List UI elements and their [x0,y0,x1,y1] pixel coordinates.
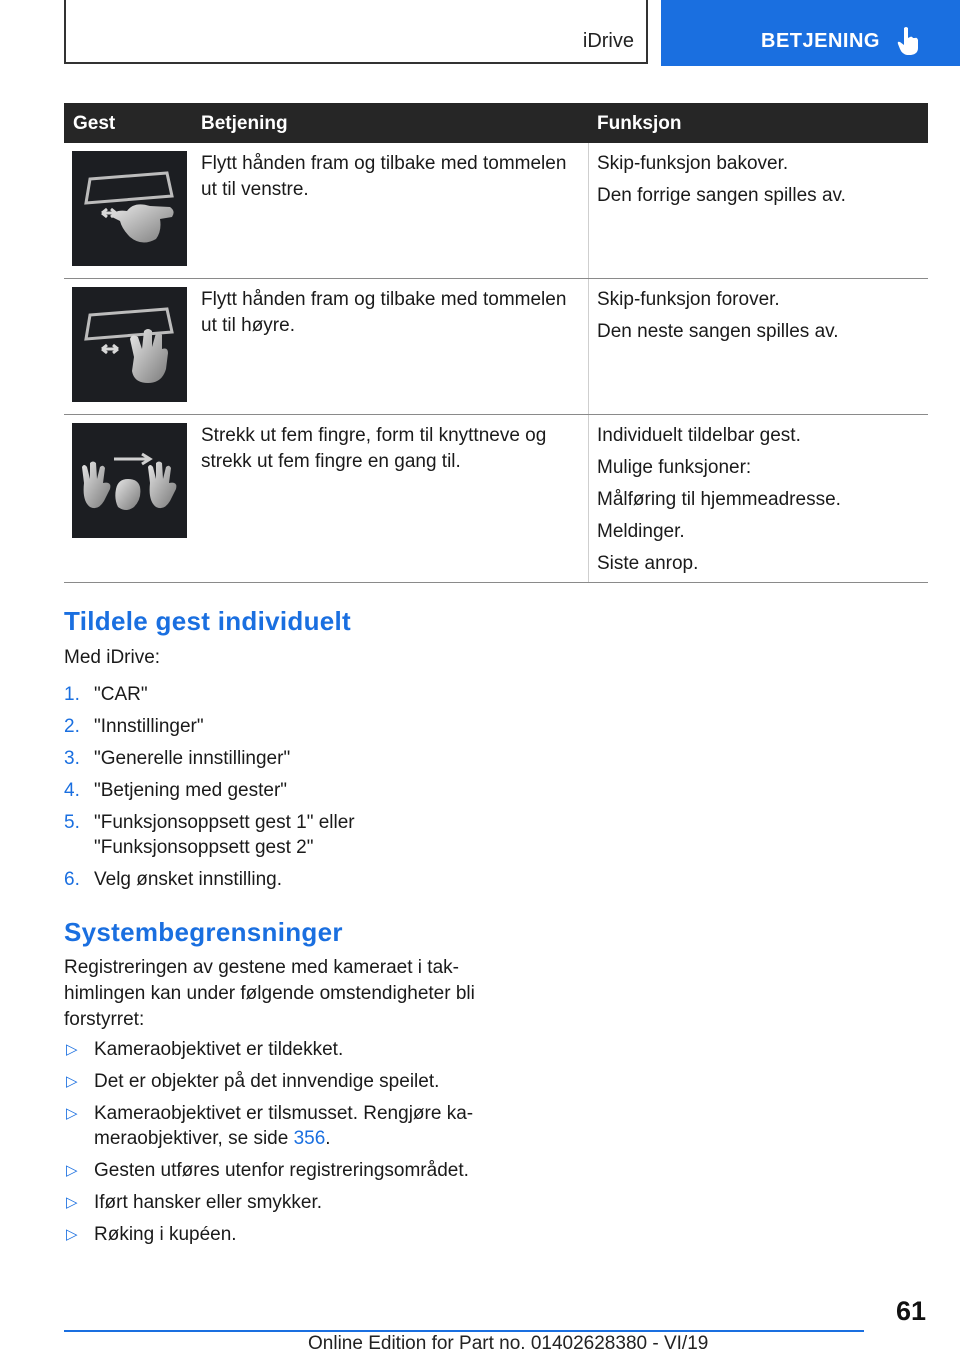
list-item [64,746,504,771]
function-item: Meldinger. [597,521,685,542]
hand-pointer-icon [895,26,921,56]
header-section-title: iDrive [582,30,634,52]
step-number: 5. [64,812,80,833]
column-header-gesture: Gest [73,113,116,134]
operation-text: Flytt hånden fram og tilbake med tommelen ut til høyre. [201,289,567,336]
swipe-right-gesture-icon [72,287,187,402]
list-item [64,867,504,892]
bullet-text: Kameraobjektivet er tilsmusset. Rengjøre ka-meraobjektiver, se side [94,1103,474,1149]
list-item [64,1190,504,1215]
list-item [64,1069,504,1094]
footer-edition: Online Edition for Part no. 01402628380 - VI/19 [308,1333,709,1354]
list-item [64,682,504,707]
list-item [64,1158,504,1183]
function-item: Målføring til hjemmeadresse. [597,489,841,510]
bullet-text: Det er objekter på det innvendige speilet. [94,1071,440,1092]
bullet-triangle-icon: ▷ [66,1105,78,1122]
column-header-operation: Betjening [201,113,288,134]
operation-text: Flytt hånden fram og tilbake med tommelen ut til venstre. [201,153,567,200]
function-item: Den forrige sangen spilles av. [597,185,846,206]
bullet-text: Røking i kupéen. [94,1224,237,1245]
function-item: Siste anrop. [597,553,699,574]
operation-text: Strekk ut fem fingre, form til knyttneve og strekk ut fem fingre en gang til. [201,425,547,472]
bullet-text: Gesten utføres utenfor registreringsområdet. [94,1160,469,1181]
column-divider [588,279,589,414]
step-text: "Generelle innstillinger" [94,748,291,769]
section-title-assign-gesture: Tildele gest individuelt [64,606,351,636]
page-number: 61 [895,1296,926,1326]
step-number: 1. [64,684,80,705]
function-item: Mulige funksjoner: [597,457,752,478]
section-intro: Registreringen av gestene med kameraet i tak-himlingen kan under følgende omstendigheter bli forstyrret: [64,957,475,1030]
bullet-triangle-icon: ▷ [66,1226,78,1243]
function-item: Skip-funksjon bakover. [597,153,789,174]
function-item: Skip-funksjon forover. [597,289,780,310]
fist-gesture-icon [72,423,187,538]
list-item [64,1222,504,1247]
list-item [64,810,394,860]
function-list [597,151,927,215]
step-number: 3. [64,748,80,769]
step-text: "Innstillinger" [94,716,204,737]
function-item: Individuelt tildelbar gest. [597,425,801,446]
limitations-list [64,1037,504,1254]
section-title-system-limits: Systembegrensninger [64,917,343,947]
step-text: "Betjening med gester" [94,780,288,801]
bullet-text-end: . [325,1128,331,1149]
step-text: "Funksjonsoppsett gest 1" eller "Funksjonsoppsett gest 2" [94,812,355,858]
step-number: 6. [64,869,80,890]
header-chapter-title: BETJENING [761,30,880,52]
list-item [64,1037,504,1062]
table-header-row [64,103,928,143]
step-text: Velg ønsket innstilling. [94,869,282,890]
column-divider [588,415,589,582]
header-section-box [64,0,648,64]
column-divider [588,143,589,278]
gesture-table [64,103,928,583]
column-header-function: Funksjon [597,113,682,134]
function-list [597,287,927,351]
function-list [597,423,927,583]
table-row [64,415,928,583]
list-item [64,714,504,739]
page-reference-link[interactable]: 356 [293,1128,326,1149]
list-item [64,1101,494,1151]
section-intro: Med iDrive: [64,647,161,668]
bullet-triangle-icon: ▷ [66,1041,78,1058]
step-number: 2. [64,716,80,737]
bullet-text: Kameraobjektivet er tildekket. [94,1039,344,1060]
bullet-triangle-icon: ▷ [66,1162,78,1179]
table-row [64,279,928,415]
step-number: 4. [64,780,80,801]
steps-list [64,682,504,899]
footer-divider [64,1330,864,1332]
header-chapter-tab[interactable] [661,0,960,66]
table-row [64,143,928,279]
list-item [64,778,504,803]
bullet-triangle-icon: ▷ [66,1194,78,1211]
step-text: "CAR" [94,684,148,705]
function-item: Den neste sangen spilles av. [597,321,839,342]
swipe-left-gesture-icon [72,151,187,266]
bullet-text: Iført hansker eller smykker. [94,1192,323,1213]
bullet-triangle-icon: ▷ [66,1073,78,1090]
